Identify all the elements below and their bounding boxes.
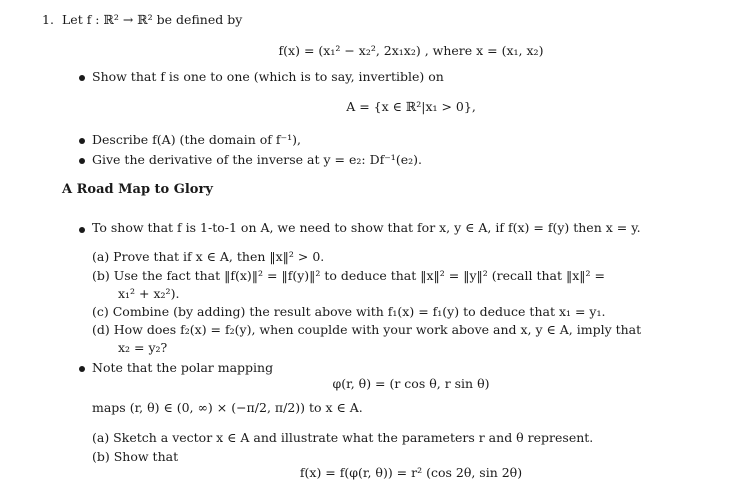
roadmap-bullet-1: To show that f is 1-to-1 on A, we need to show that for x, y ∈ A, if f(x) = f(y) then x = y. — [92, 220, 641, 235]
step-c: (c) Combine (by adding) the result above with f₁(x) = f₁(y) to deduce that x₁ = y₁. — [92, 304, 606, 319]
task-invertible: Show that f is one to one (which is to say, invertible) on — [92, 69, 444, 84]
step-d-continued: x₂ = y₂? — [118, 340, 168, 355]
polar-step-b: (b) Show that — [92, 449, 179, 464]
bullet-icon — [79, 158, 85, 164]
bullet-icon — [79, 227, 85, 233]
function-definition: f(x) = (x₁² − x₂², 2x₁x₂) , where x = (x₁, x₂) — [278, 43, 544, 58]
step-a: (a) Prove that if x ∈ A, then ‖x‖² > 0. — [92, 249, 325, 264]
step-b: (b) Use the fact that ‖f(x)‖² = ‖f(y)‖² to deduce that ‖x‖² = ‖y‖² (recall that ‖x‖² = — [92, 268, 605, 283]
step-b-continued: x₁² + x₂²). — [118, 286, 180, 301]
final-equation: f(x) = f(φ(r, θ)) = r² (cos 2θ, sin 2θ) — [299, 465, 523, 480]
step-d: (d) How does f₂(x) = f₂(y), when couplde with your work above and x, y ∈ A, imply that — [92, 322, 642, 337]
bullet-icon — [79, 75, 85, 81]
problem-intro: Let f : ℝ² → ℝ² be defined by — [62, 12, 243, 27]
polar-mapping-equation: φ(r, θ) = (r cos θ, r sin θ) — [332, 376, 490, 391]
roadmap-heading: A Road Map to Glory — [62, 182, 213, 197]
task-describe: Describe f(A) (the domain of f⁻¹), — [92, 132, 301, 147]
bullet-icon — [79, 138, 85, 144]
polar-step-a: (a) Sketch a vector x ∈ A and illustrate what the parameters r and θ represent. — [92, 430, 594, 445]
problem-number: 1. — [42, 12, 54, 27]
polar-mapping-domain: maps (r, θ) ∈ (0, ∞) × (−π/2, π/2)) to x ∈ A. — [92, 400, 363, 415]
task-derivative: Give the derivative of the inverse at y = e₂: Df⁻¹(e₂). — [92, 152, 422, 167]
bullet-icon — [79, 366, 85, 372]
roadmap-bullet-2: Note that the polar mapping — [92, 360, 274, 375]
set-A-definition: A = {x ∈ ℝ²|x₁ > 0}, — [346, 99, 476, 114]
